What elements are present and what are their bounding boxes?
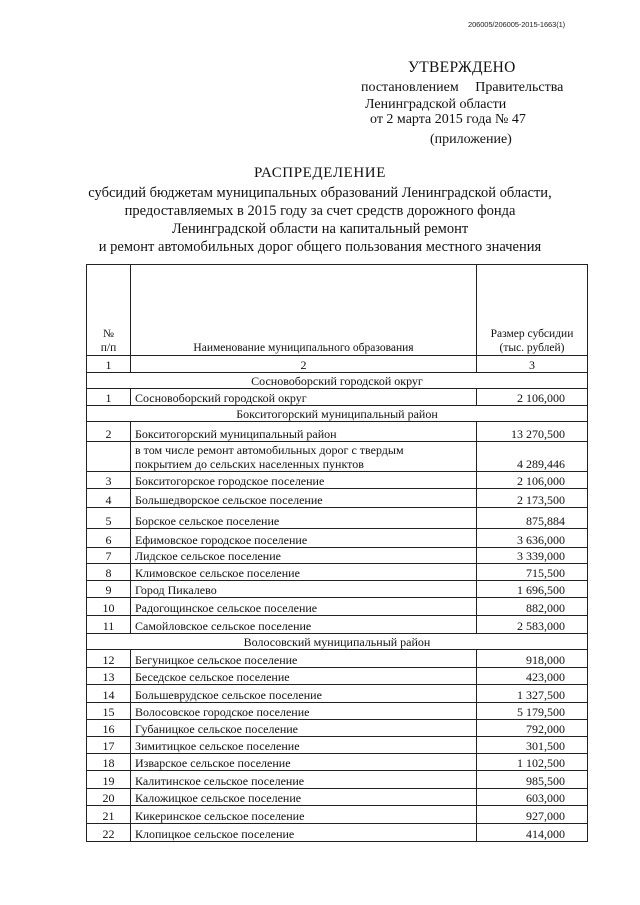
row-name: Кикеринское сельское поселение (131, 806, 477, 824)
row-number: 16 (87, 720, 131, 737)
table-row (87, 581, 588, 598)
row-name: Климовское сельское поселение (131, 564, 477, 581)
table-row (87, 771, 588, 789)
section-title: Волосовский муниципальный район (87, 634, 588, 650)
heading-line-1: субсидий бюджетам муниципальных образований Ленинградской области, (88, 185, 552, 201)
header-number: № п/п (87, 265, 131, 356)
row-number: 3 (87, 472, 131, 489)
row-name: Изварское сельское поселение (131, 754, 477, 771)
row-value: 985,500 (477, 771, 588, 789)
row-name: Каложицкое сельское поселение (131, 789, 477, 806)
section-row (87, 634, 588, 650)
row-number: 22 (87, 824, 131, 842)
document-heading (0, 164, 640, 256)
table-row (87, 422, 588, 442)
approval-appendix: (приложение) (430, 132, 512, 147)
row-name: Радогощинское сельское поселение (131, 598, 477, 616)
row-name: Губаницкое сельское поселение (131, 720, 477, 737)
row-name: Город Пикалево (131, 581, 477, 598)
table-row (87, 616, 588, 634)
row-name: Беседское сельское поселение (131, 668, 477, 685)
row-name: Лидское сельское поселение (131, 548, 477, 564)
header-value: Размер субсидии (тыс. рублей) (477, 265, 588, 356)
row-number: 12 (87, 650, 131, 668)
row-number: 14 (87, 685, 131, 703)
table-row (87, 737, 588, 754)
row-number: 10 (87, 598, 131, 616)
row-value: 2 106,000 (477, 472, 588, 489)
row-name: Ефимовское городское поселение (131, 529, 477, 548)
row-name: Большедворское сельское поселение (131, 489, 477, 508)
row-value: 2 106,000 (477, 389, 588, 406)
row-value: 918,000 (477, 650, 588, 668)
row-number: 1 (87, 389, 131, 406)
row-name: Зимитицкое сельское поселение (131, 737, 477, 754)
row-name: Волосовское городское поселение (131, 703, 477, 720)
table-row (87, 389, 588, 406)
section-title: Сосновоборский городской округ (87, 373, 588, 389)
table-row (87, 806, 588, 824)
header-name: Наименование муниципального образования (131, 265, 477, 356)
row-number: 18 (87, 754, 131, 771)
table-row (87, 685, 588, 703)
column-number: 1 (87, 356, 131, 373)
row-name: Борское сельское поселение (131, 508, 477, 529)
row-name: Клопицкое сельское поселение (131, 824, 477, 842)
table-row (87, 472, 588, 489)
row-value: 882,000 (477, 598, 588, 616)
row-number: 13 (87, 668, 131, 685)
row-number: 7 (87, 548, 131, 564)
table-row (87, 720, 588, 737)
table-row (87, 529, 588, 548)
column-number: 3 (477, 356, 588, 373)
column-number-row (87, 356, 588, 373)
table-row (87, 754, 588, 771)
row-name: Самойловское сельское поселение (131, 616, 477, 634)
row-number: 5 (87, 508, 131, 529)
row-number: 9 (87, 581, 131, 598)
row-name: в том числе ремонт автомобильных дорог с твердым покрытием до сельских населенных пунктов (131, 442, 477, 472)
column-number: 2 (131, 356, 477, 373)
section-title: Бокситогорский муниципальный район (87, 406, 588, 422)
table-row (87, 668, 588, 685)
table-row (87, 703, 588, 720)
row-number (87, 442, 131, 472)
row-name: Бокситогорский муниципальный район (131, 422, 477, 442)
row-value: 423,000 (477, 668, 588, 685)
document-id: 206005/206005-2015-1663(1) (468, 20, 566, 29)
row-number: 19 (87, 771, 131, 789)
row-value: 4 289,446 (477, 442, 588, 472)
row-number: 15 (87, 703, 131, 720)
row-number: 4 (87, 489, 131, 508)
approval-decree: постановлением Правительства (361, 80, 564, 95)
heading-line-2: предоставляемых в 2015 году за счет средств дорожного фонда (124, 203, 516, 219)
row-number: 11 (87, 616, 131, 634)
row-number: 6 (87, 529, 131, 548)
row-value: 3 636,000 (477, 529, 588, 548)
row-value: 13 270,500 (477, 422, 588, 442)
row-name: Большеврудское сельское поселение (131, 685, 477, 703)
section-row (87, 373, 588, 389)
heading-title: РАСПРЕДЕЛЕНИЕ (253, 165, 386, 181)
row-value: 603,000 (477, 789, 588, 806)
table-row (87, 508, 588, 529)
row-value: 1 327,500 (477, 685, 588, 703)
table-row (87, 824, 588, 842)
table-row (87, 564, 588, 581)
approval-title: УТВЕРЖДЕНО (408, 59, 516, 76)
subsidy-table (86, 264, 588, 842)
heading-line-4: и ремонт автомобильных дорог общего пользования местного значения (98, 239, 542, 255)
row-value: 3 339,000 (477, 548, 588, 564)
table-row (87, 442, 588, 472)
row-number: 21 (87, 806, 131, 824)
row-name: Бегуницкое сельское поселение (131, 650, 477, 668)
row-number: 17 (87, 737, 131, 754)
row-name: Сосновоборский городской округ (131, 389, 477, 406)
approval-region: Ленинградской области (365, 97, 507, 112)
table-row (87, 548, 588, 564)
row-name: Калитинское сельское поселение (131, 771, 477, 789)
row-value: 1 102,500 (477, 754, 588, 771)
row-value: 792,000 (477, 720, 588, 737)
row-value: 301,500 (477, 737, 588, 754)
table-row (87, 650, 588, 668)
table-row (87, 598, 588, 616)
table-row (87, 489, 588, 508)
row-number: 2 (87, 422, 131, 442)
row-value: 927,000 (477, 806, 588, 824)
row-value: 1 696,500 (477, 581, 588, 598)
row-value: 715,500 (477, 564, 588, 581)
heading-line-3: Ленинградской области на капитальный ремонт (171, 221, 469, 237)
row-value: 875,884 (477, 508, 588, 529)
row-name: Бокситогорское городское поселение (131, 472, 477, 489)
table-row (87, 789, 588, 806)
approval-date: от 2 марта 2015 года № 47 (370, 112, 526, 127)
row-value: 2 583,000 (477, 616, 588, 634)
row-number: 8 (87, 564, 131, 581)
table-header-row (87, 265, 588, 356)
section-row (87, 406, 588, 422)
row-number: 20 (87, 789, 131, 806)
row-value: 5 179,500 (477, 703, 588, 720)
row-value: 414,000 (477, 824, 588, 842)
row-value: 2 173,500 (477, 489, 588, 508)
